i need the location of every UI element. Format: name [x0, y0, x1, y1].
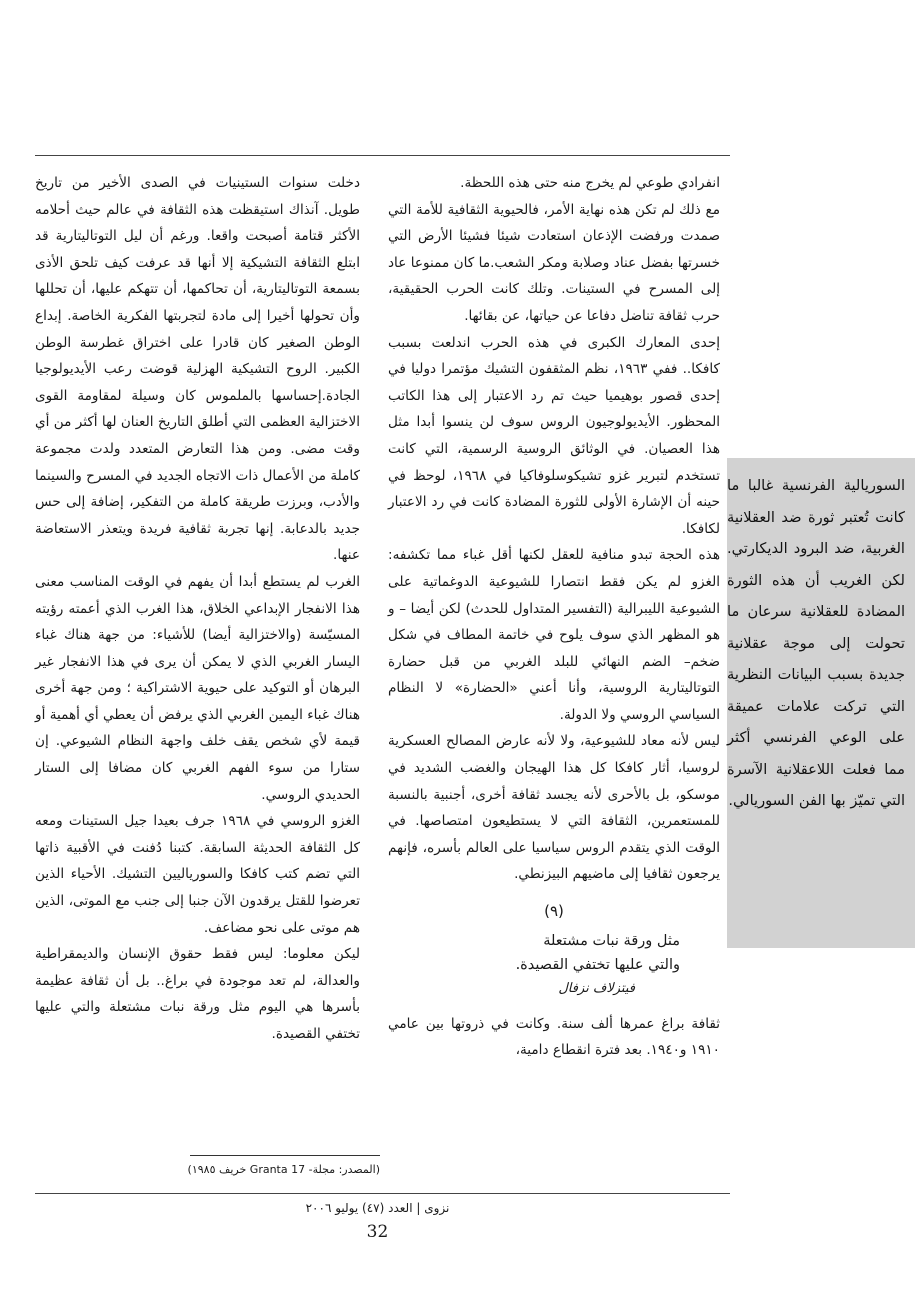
verse-line: والتي عليها تختفي القصيدة. [515, 956, 680, 973]
section-number: (٩) [544, 902, 564, 921]
page-number: 32 [366, 1222, 389, 1242]
magazine-name: نزوى [424, 1201, 450, 1215]
issue-info: العدد (٤٧) يوليو ٢٠٠٦ [305, 1201, 413, 1215]
footer [0, 1201, 755, 1215]
paragraph: الغزو الروسي في ١٩٦٨ جرف بعيدا جيل الستينات ومعه كل الثقافة الحديثة السابقة. كتبنا دُفنت في الأقبية ذاتها التي تضم كتب كافكا والسورياليين التشيك. الأحياء الذين تعرضوا للقتل يرقدون الآن جنبا إلى جنب مع الموتى، الذين هم موتى على نحو مضاعف. [35, 813, 360, 936]
paragraph: ليس لأنه معاد للشيوعية، ولا لأنه عارض المصالح العسكرية لروسيا، أثار كافكا كل هذا الهيجان والغضب الشديد في موسكو، بل بالأحرى لأنه يجسد ثقافة أخرى، أجنبية بالنسبة للمستعمرين، الثقافة التي لا يستطيعون امتصاصها. في الوقت الذي يتقدم الروس سياسيا على العالم بأسره، فإنهم يرجعون ثقافيا إلى ماضيهم البيزنطي. [388, 733, 720, 883]
right-column [388, 170, 720, 1064]
paragraph: مع ذلك لم تكن هذه نهاية الأمر، فالحيوية الثقافية للأمة التي صمدت ورفضت الإذعان استعادت شيئا فشيئا الأرض التي خسرتها بفضل عناد وصلابة ومكر الشعب.ما كان ممنوعا عاد إلى المسرح في الستينات. وتلك كانت الحرب الحقيقية، حرب ثقافة تناضل دفاعا عن حياتها، عن بقائها. [388, 201, 720, 324]
footer-separator: | [412, 1201, 421, 1215]
paragraph: دخلت سنوات الستينيات في الصدى الأخير من تاريخ طويل. آنذاك استيقظت هذه الثقافة في عالم حيث أحلامه الأكثر قتامة أصبحت واقعا. ورغم أن ليل التوتاليتارية قد ابتلع الثقافة التشيكية إلا أنها قد عرفت كيف تلحق الأذى بسمعة التوتاليتارية، أن تحاكمها، أن تتهكم عليها، أن تحللها وأن تحولها أخيرا إلى مادة لتجربتها الفكرية الخاصة. إبداع الوطن الصغير كان قادرا على اختراق غطرسة الوطن الكبير. الروح التشيكية الهزلية قوضت رعب الأيديولوجيا الجادة.إحساسها بالملموس كان وسيلة لمقاومة القوى الاختزالية العظمى التي أطلق التاريخ العنان لها أكثر من أي وقت مضى. ومن هذا التعارض المتعدد ولدت مجموعة كاملة من الأعمال ذات الاتجاه الجديد في المسرح والسينما والأدب، وبرزت طريقة كاملة من التفكير، إضافة إلى حس جديد بالدعابة. إنها تجربة ثقافية فريدة ويتعذر الاستعاضة عنها. [35, 175, 360, 564]
paragraph: انفرادي طوعي لم يخرج منه حتى هذه اللحظة. [460, 175, 720, 191]
left-column [35, 170, 360, 1048]
paragraph: هذه الحجة تبدو منافية للعقل لكنها أقل غباء مما تكشفه: الغزو لم يكن فقط انتصارا للشيوعية الدوغماتية على الشيوعية الليبرالية (التفسير المتداول للحدث) لكن أيضا – و هو المظهر الذي سوف يلوح في خاتمة المطاف في شكل ضخم– الضم النهائي للبلد الغربي من قبل حضارة التوتاليتارية الروسية، وأنا أعني «الحضارة» لا النظام السياسي الروسي ولا الدولة. [388, 547, 720, 723]
paragraph: الغرب لم يستطع أبدا أن يفهم في الوقت المناسب معنى هذا الانفجار الإبداعي الخلاق، هذا الغرب الذي أعمته رؤيته المسيّسة (والاختزالية أيضا) للأشياء: من جهة هناك غباء اليسار الغربي الذي لا يمكن أن يرى في هذا الانفجار غير البرهان أو التوكيد على حيوية الاشتراكية ؛ ومن جهة أخرى هناك غباء اليمين الغربي الذي يرفض أن يعطي أي أهمية أو قيمة لأي شخص يقف خلف واجهة النظام الشيوعي. إن ستارا من سوء الفهم الغربي كان مضافا إلى الستار الحديدي الروسي. [35, 573, 360, 803]
top-divider [35, 155, 730, 156]
paragraph: ثقافة براغ عمرها ألف سنة. وكانت في ذروتها بين عامي ١٩١٠ و١٩٤٠. بعد فترة انقطاع دامية، [388, 1015, 720, 1059]
pull-quote-text: السوريالية الفرنسية غالبا ما كانت تُعتبر ثورة ضد العقلانية الغربية، ضد البرود الديكارتي. لكن الغريب أن هذه الثورة المضادة للعقلانية سرعان ما تحولت إلى موجة عقلانية جديدة بسبب البيانات النظرية التي تركت علامات عميقة على الوعي الفرنسي أكثر مما فعلت اللاعقلانية الآسرة التي تميّز بها الفن السوريالي. [727, 477, 905, 809]
paragraph: ليكن معلوما: ليس فقط حقوق الإنسان والديمقراطية والعدالة، لم تعد موجودة في براغ.. بل أن ثقافة عظيمة بأسرها هي اليوم مثل ورقة نبات مشتعلة والتي عليها تختفي القصيدة. [35, 946, 360, 1042]
verse-line: مثل ورقة نبات مشتعلة [543, 932, 680, 949]
footer-divider [35, 1193, 730, 1194]
source-divider [190, 1155, 380, 1156]
verse-author: فيتزلاف نزفال [558, 980, 635, 996]
paragraph: إحدى المعارك الكبرى في هذه الحرب اندلعت بسبب كافكا.. ففي ١٩٦٣، نظم المثقفون التشيك مؤتمرا دوليا في إحدى قصور بوهيميا حيث تم رد الاعتبار إلى هذا الكاتب المحظور. الأيديولوجيون الروس سوف لن ينسوا أبدا مثل هذا العصيان. في الوثائق الروسية الرسمية، التي كانت تستخدم لتبرير غزو تشيكوسلوفاكيا في ١٩٦٨، لوحظ في حينه أن الإشارة الأولى للثورة المضادة كانت في رد الاعتبار لكافكا. [388, 334, 721, 537]
source-note: (المصدر: مجلة- Granta 17 خريف ١٩٨٥) [187, 1163, 380, 1176]
